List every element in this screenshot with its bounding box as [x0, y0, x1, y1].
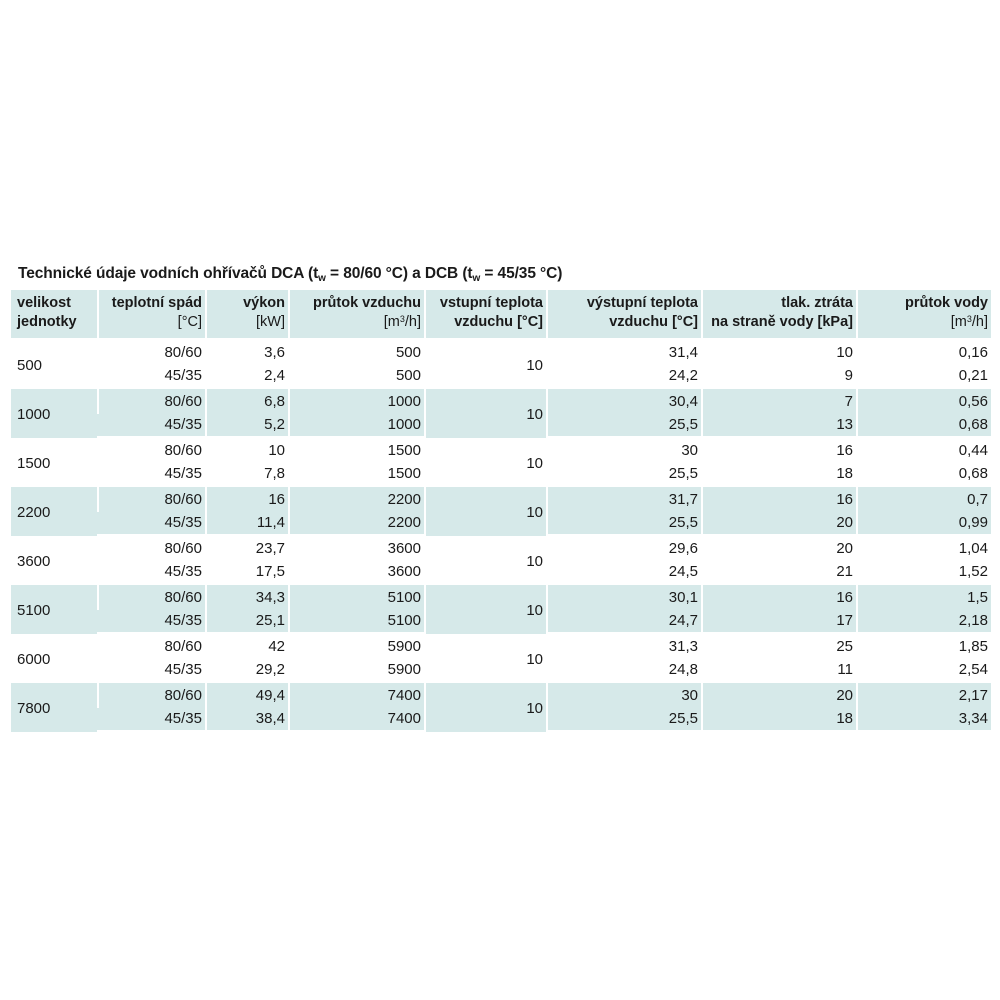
- cell-air-flow: 3600: [288, 536, 424, 561]
- header-temperature-gradient-unit: [°C]: [177, 314, 202, 330]
- cell-outlet-air-temp: 25,5: [546, 463, 701, 488]
- header-pressure-loss-line2: na straně vody [kPa]: [711, 314, 853, 330]
- cell-temperature-gradient: 45/35: [97, 512, 205, 537]
- cell-power: 6,8: [205, 389, 288, 414]
- cell-inlet-air-temp: 10: [424, 389, 546, 438]
- cell-unit-size: 1000: [11, 389, 97, 438]
- cell-air-flow: 500: [288, 365, 424, 390]
- header-power: [205, 290, 288, 340]
- cell-pressure-loss: 16: [701, 487, 856, 512]
- table-title: [11, 262, 991, 290]
- air-flow-unit-sup: 3: [399, 314, 405, 324]
- table-header: [11, 290, 991, 340]
- cell-pressure-loss: 18: [701, 708, 856, 733]
- cell-temperature-gradient: 45/35: [97, 561, 205, 586]
- header-row: [11, 290, 991, 340]
- header-air-flow: [288, 290, 424, 340]
- cell-temperature-gradient: 80/60: [97, 487, 205, 512]
- table-row: [11, 536, 991, 561]
- table-row: [11, 634, 991, 659]
- cell-unit-size: 5100: [11, 585, 97, 634]
- header-air-flow-label: průtok vzduchu: [313, 295, 421, 311]
- cell-inlet-air-temp: 10: [424, 585, 546, 634]
- cell-temperature-gradient: 80/60: [97, 585, 205, 610]
- cell-air-flow: 2200: [288, 512, 424, 537]
- header-water-flow: [856, 290, 991, 340]
- cell-water-flow: 0,7: [856, 487, 991, 512]
- cell-unit-size: 6000: [17, 650, 51, 668]
- title-subscript-2: w: [472, 273, 481, 284]
- cell-water-flow: 0,68: [856, 414, 991, 439]
- title-text-3: = 45/35 °C): [480, 265, 563, 282]
- cell-power: 25,1: [205, 610, 288, 635]
- cell-outlet-air-temp: 29,6: [546, 536, 701, 561]
- air-flow-unit-pre: [m: [383, 314, 400, 330]
- cell-air-flow: 1000: [288, 414, 424, 439]
- cell-water-flow: 0,68: [856, 463, 991, 488]
- cell-water-flow: 0,99: [856, 512, 991, 537]
- cell-water-flow: 0,56: [856, 389, 991, 414]
- cell-power: 17,5: [205, 561, 288, 586]
- cell-power: 10: [205, 438, 288, 463]
- cell-temperature-gradient: 80/60: [97, 340, 205, 365]
- cell-inlet-air-temp: 10: [424, 487, 546, 536]
- cell-outlet-air-temp: 25,5: [546, 512, 701, 537]
- header-outlet-air-temp: [546, 290, 701, 340]
- cell-air-flow: 7400: [288, 708, 424, 733]
- cell-outlet-air-temp: 25,5: [546, 708, 701, 733]
- header-temperature-gradient: [97, 290, 205, 340]
- table-row: [11, 340, 991, 365]
- header-unit-size: [11, 290, 97, 340]
- cell-unit-size: 3600: [17, 552, 51, 570]
- cell-water-flow: 1,85: [856, 634, 991, 659]
- cell-water-flow: 2,54: [856, 659, 991, 684]
- cell-temperature-gradient: 45/35: [97, 414, 205, 439]
- cell-outlet-air-temp: 24,5: [546, 561, 701, 586]
- header-water-flow-label: průtok vody: [905, 295, 988, 311]
- table-body: [11, 340, 991, 732]
- header-outlet-air-temp-line2: vzduchu [°C]: [609, 314, 698, 330]
- cell-water-flow: 1,5: [856, 585, 991, 610]
- cell-outlet-air-temp: 24,2: [546, 365, 701, 390]
- cell-inlet-air-temp: 10: [424, 536, 546, 585]
- header-unit-size-line1: velikost: [17, 295, 71, 311]
- cell-power: 29,2: [205, 659, 288, 684]
- header-inlet-air-temp-line2: vzduchu [°C]: [454, 314, 543, 330]
- water-flow-unit-pre: [m: [950, 314, 967, 330]
- cell-power: 3,6: [205, 340, 288, 365]
- cell-temperature-gradient: 45/35: [97, 659, 205, 684]
- header-pressure-loss: [701, 290, 856, 340]
- title-text-1: Technické údaje vodních ohřívačů DCA (t: [18, 265, 319, 282]
- cell-power: 2,4: [205, 365, 288, 390]
- cell-water-flow: 0,16: [856, 340, 991, 365]
- cell-pressure-loss: 25: [701, 634, 856, 659]
- cell-temperature-gradient: 80/60: [97, 634, 205, 659]
- water-flow-unit-sup: 3: [966, 314, 972, 324]
- cell-temperature-gradient: 80/60: [97, 438, 205, 463]
- cell-inlet-air-temp: 10: [424, 438, 546, 487]
- cell-outlet-air-temp: 30,1: [546, 585, 701, 610]
- cell-pressure-loss: 13: [701, 414, 856, 439]
- table-row: [11, 389, 991, 414]
- cell-unit-size: 7800: [11, 683, 97, 732]
- cell-outlet-air-temp: 25,5: [546, 414, 701, 439]
- cell-power: 11,4: [205, 512, 288, 537]
- cell-power: 5,2: [205, 414, 288, 439]
- cell-power: 23,7: [205, 536, 288, 561]
- cell-air-flow: 1500: [288, 463, 424, 488]
- cell-air-flow: 3600: [288, 561, 424, 586]
- cell-temperature-gradient: 80/60: [97, 683, 205, 708]
- header-power-label: výkon: [243, 295, 285, 311]
- cell-pressure-loss: 9: [701, 365, 856, 390]
- header-pressure-loss-line1: tlak. ztráta: [781, 295, 853, 311]
- technical-data-sheet: [11, 262, 991, 732]
- cell-power: 7,8: [205, 463, 288, 488]
- heater-data-table: [11, 290, 991, 732]
- cell-temperature-gradient: 45/35: [97, 708, 205, 733]
- title-text-2: = 80/60 °C) a DCB (t: [325, 265, 473, 282]
- cell-temperature-gradient: 80/60: [97, 536, 205, 561]
- cell-outlet-air-temp: 31,7: [546, 487, 701, 512]
- cell-outlet-air-temp: 31,3: [546, 634, 701, 659]
- header-water-flow-unit: [864, 313, 988, 332]
- cell-power: 42: [205, 634, 288, 659]
- cell-temperature-gradient: 45/35: [97, 365, 205, 390]
- header-air-flow-unit: [296, 313, 421, 332]
- cell-air-flow: 1000: [288, 389, 424, 414]
- cell-pressure-loss: 20: [701, 536, 856, 561]
- cell-pressure-loss: 7: [701, 389, 856, 414]
- header-temperature-gradient-label: teplotní spád: [111, 295, 202, 311]
- cell-outlet-air-temp: 30: [546, 438, 701, 463]
- cell-water-flow: 1,04: [856, 536, 991, 561]
- cell-power: 49,4: [205, 683, 288, 708]
- cell-pressure-loss: 21: [701, 561, 856, 586]
- cell-pressure-loss: 10: [701, 340, 856, 365]
- cell-power: 16: [205, 487, 288, 512]
- header-unit-size-line2: jednotky: [17, 314, 77, 330]
- water-flow-unit-post: /h]: [971, 314, 988, 330]
- cell-pressure-loss: 17: [701, 610, 856, 635]
- cell-water-flow: 2,17: [856, 683, 991, 708]
- cell-outlet-air-temp: 24,7: [546, 610, 701, 635]
- cell-pressure-loss: 20: [701, 512, 856, 537]
- cell-air-flow: 5100: [288, 585, 424, 610]
- header-inlet-air-temp: [424, 290, 546, 340]
- cell-pressure-loss: 18: [701, 463, 856, 488]
- table-row: [11, 487, 991, 512]
- cell-outlet-air-temp: 30: [546, 683, 701, 708]
- header-inlet-air-temp-line1: vstupní teplota: [439, 295, 543, 311]
- cell-air-flow: 5900: [288, 659, 424, 684]
- cell-air-flow: 1500: [288, 438, 424, 463]
- title-subscript-1: w: [318, 273, 326, 284]
- cell-air-flow: 5100: [288, 610, 424, 635]
- cell-inlet-air-temp: 10: [424, 340, 546, 389]
- cell-water-flow: 1,52: [856, 561, 991, 586]
- cell-inlet-air-temp: 10: [424, 634, 546, 683]
- cell-air-flow: 500: [288, 340, 424, 365]
- cell-air-flow: 2200: [288, 487, 424, 512]
- cell-temperature-gradient: 80/60: [97, 389, 205, 414]
- cell-unit-size: 1500: [17, 454, 51, 472]
- air-flow-unit-post: /h]: [404, 314, 421, 330]
- cell-temperature-gradient: 45/35: [97, 463, 205, 488]
- cell-air-flow: 7400: [288, 683, 424, 708]
- table-row: [11, 438, 991, 463]
- cell-water-flow: 2,18: [856, 610, 991, 635]
- cell-pressure-loss: 16: [701, 585, 856, 610]
- cell-pressure-loss: 11: [701, 659, 856, 684]
- cell-temperature-gradient: 45/35: [97, 610, 205, 635]
- cell-inlet-air-temp: 10: [424, 683, 546, 732]
- cell-outlet-air-temp: 24,8: [546, 659, 701, 684]
- cell-power: 34,3: [205, 585, 288, 610]
- cell-water-flow: 3,34: [856, 708, 991, 733]
- cell-air-flow: 5900: [288, 634, 424, 659]
- cell-water-flow: 0,21: [856, 365, 991, 390]
- cell-water-flow: 0,44: [856, 438, 991, 463]
- cell-outlet-air-temp: 31,4: [546, 340, 701, 365]
- table-row: [11, 683, 991, 708]
- cell-pressure-loss: 20: [701, 683, 856, 708]
- cell-power: 38,4: [205, 708, 288, 733]
- cell-pressure-loss: 16: [701, 438, 856, 463]
- table-row: [11, 585, 991, 610]
- header-outlet-air-temp-line1: výstupní teplota: [586, 295, 698, 311]
- cell-outlet-air-temp: 30,4: [546, 389, 701, 414]
- cell-unit-size: 2200: [11, 487, 97, 536]
- header-power-unit: [kW]: [256, 314, 285, 330]
- cell-unit-size: 500: [17, 356, 43, 374]
